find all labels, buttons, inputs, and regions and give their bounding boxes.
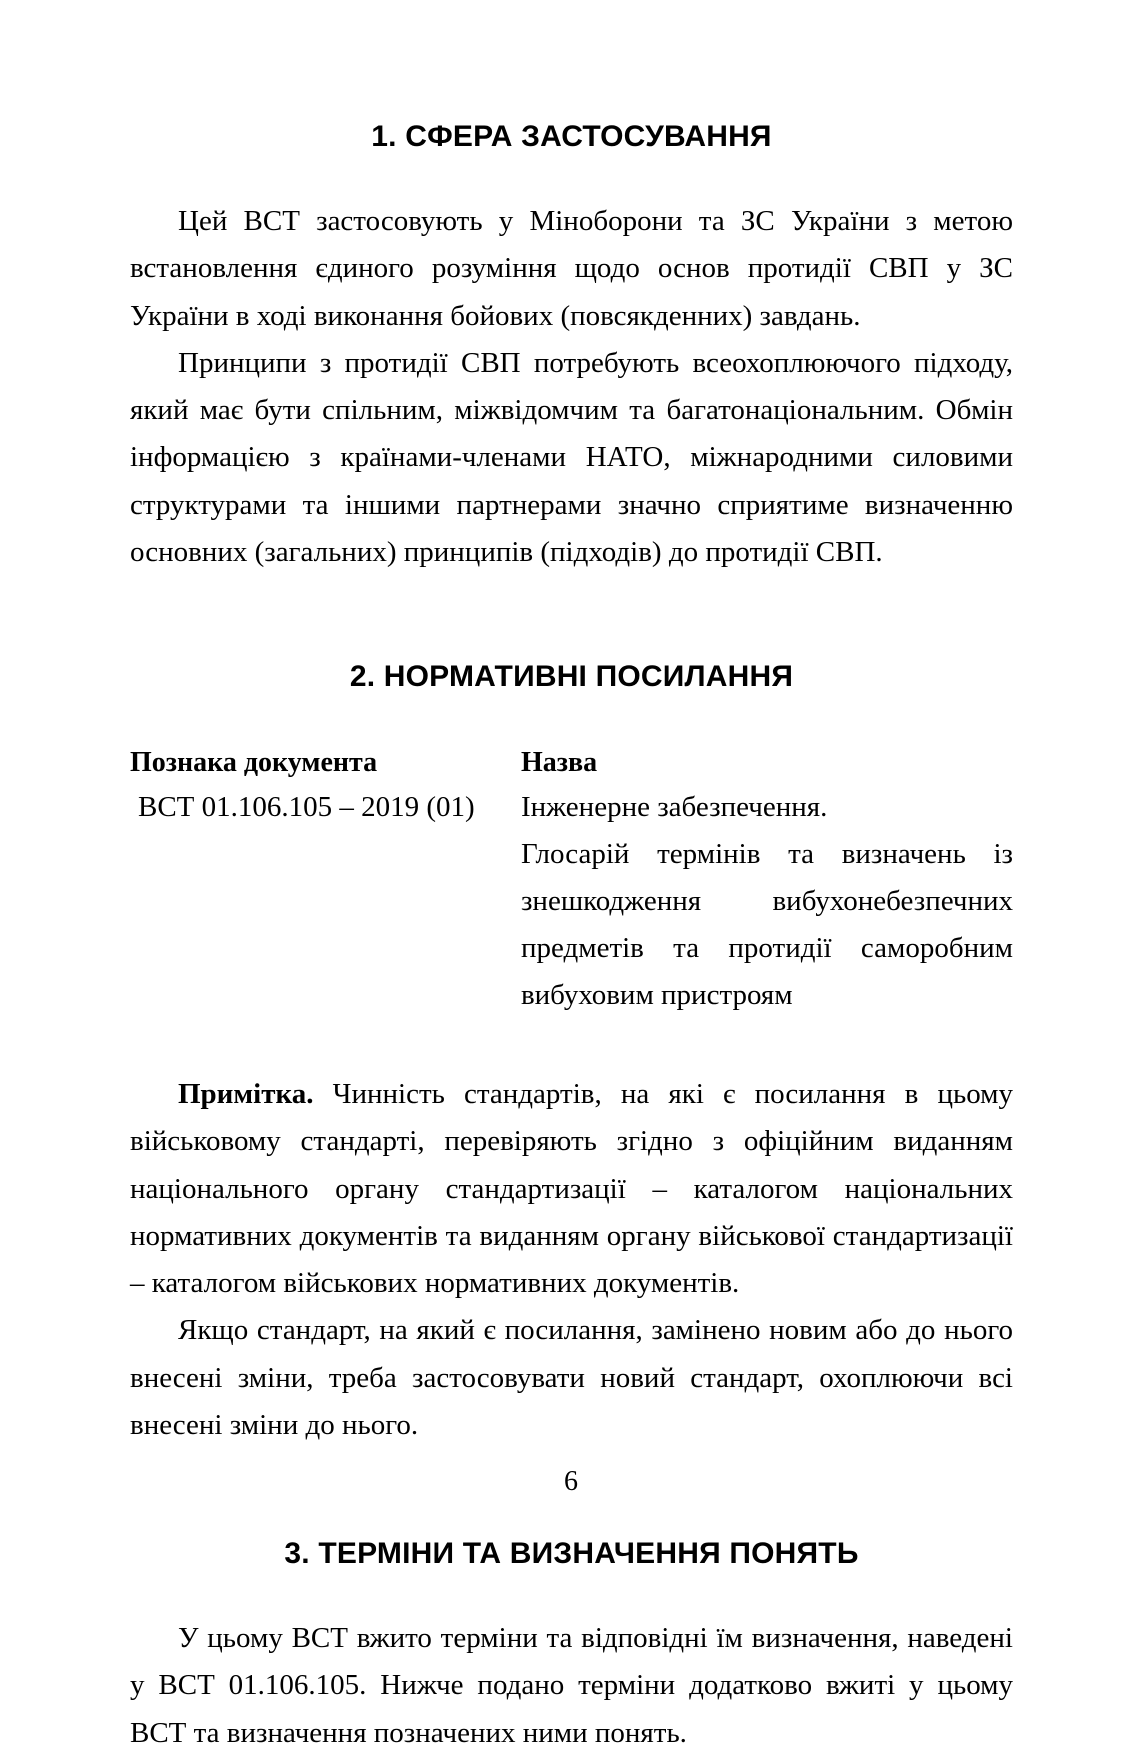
- section-heading-terms-and-definitions: 3. ТЕРМІНИ ТА ВИЗНАЧЕННЯ ПОНЯТЬ: [284, 1537, 859, 1571]
- note-text: Чинність стандартів, на які є посилання в цьому військовому стандарті, перевіряють згідно з офіційним виданням національного органу стандартизації – каталогом національних нормативних документів та виданням органу військової стандартизації – каталогом військових нормативних документів.: [130, 1077, 1013, 1300]
- scope-paragraph-1: Цей ВСТ застосовують у Міноборони та ЗС України з метою встановлення єдиного розуміння щодо основ протидії СВП у ЗС України в ході виконання бойових (повсякденних) завдань.: [130, 205, 1013, 332]
- normative-references-table: [130, 742, 1013, 1019]
- section-heading-scope: 1. СФЕРА ЗАСТОСУВАННЯ: [371, 120, 772, 153]
- table-row: [130, 784, 1013, 1019]
- section-heading-normative-references: 2. НОРМАТИВНІ ПОСИЛАННЯ: [349, 660, 794, 694]
- document-title-line-1: Інженерне забезпечення.: [520, 791, 828, 824]
- scope-paragraph-2: Принципи з протидії СВП потребують всеохоплюючого підходу, який має бути спільним, міжвідомчим та багатонаціональним. Обмін інформацією з країнами-членами НАТО, міжнародними силовими структурами та іншими партнерами значно сприятиме визначенню основних (загальних) принципів (підходів) до протидії СВП.: [130, 346, 1013, 568]
- column-header-title: Назва: [520, 747, 598, 779]
- cell-document-code: ВСТ 01.106.105 – 2019 (01): [138, 791, 475, 824]
- page-number: 6: [564, 1466, 578, 1497]
- note-paragraph: [130, 1071, 1013, 1307]
- document-title-line-2: Глосарій термінів та визначень із знешкодження вибухонебезпечних предметів та протидії саморобним вибуховим пристроям: [520, 838, 1013, 1011]
- table-body: [130, 784, 1013, 1019]
- note-label: Примітка.: [178, 1077, 314, 1110]
- replacement-standard-paragraph: Якщо стандарт, на який є посилання, замінено новим або до нього внесені зміни, треба застосовувати новий стандарт, охоплюючи всі внесені зміни до нього.: [130, 1314, 1013, 1441]
- cell-document-title: [521, 784, 1013, 1019]
- table-head: [130, 742, 1013, 784]
- terms-paragraph-1: У цьому ВСТ вжито терміни та відповідні їм визначення, наведені у ВСТ 01.106.105. Нижче подано терміни додатково вжиті у цьому ВСТ та визначення позначених ними понять.: [130, 1622, 1013, 1749]
- table-header-row: [130, 742, 1013, 784]
- column-header-document-code: Познака документа: [130, 747, 378, 779]
